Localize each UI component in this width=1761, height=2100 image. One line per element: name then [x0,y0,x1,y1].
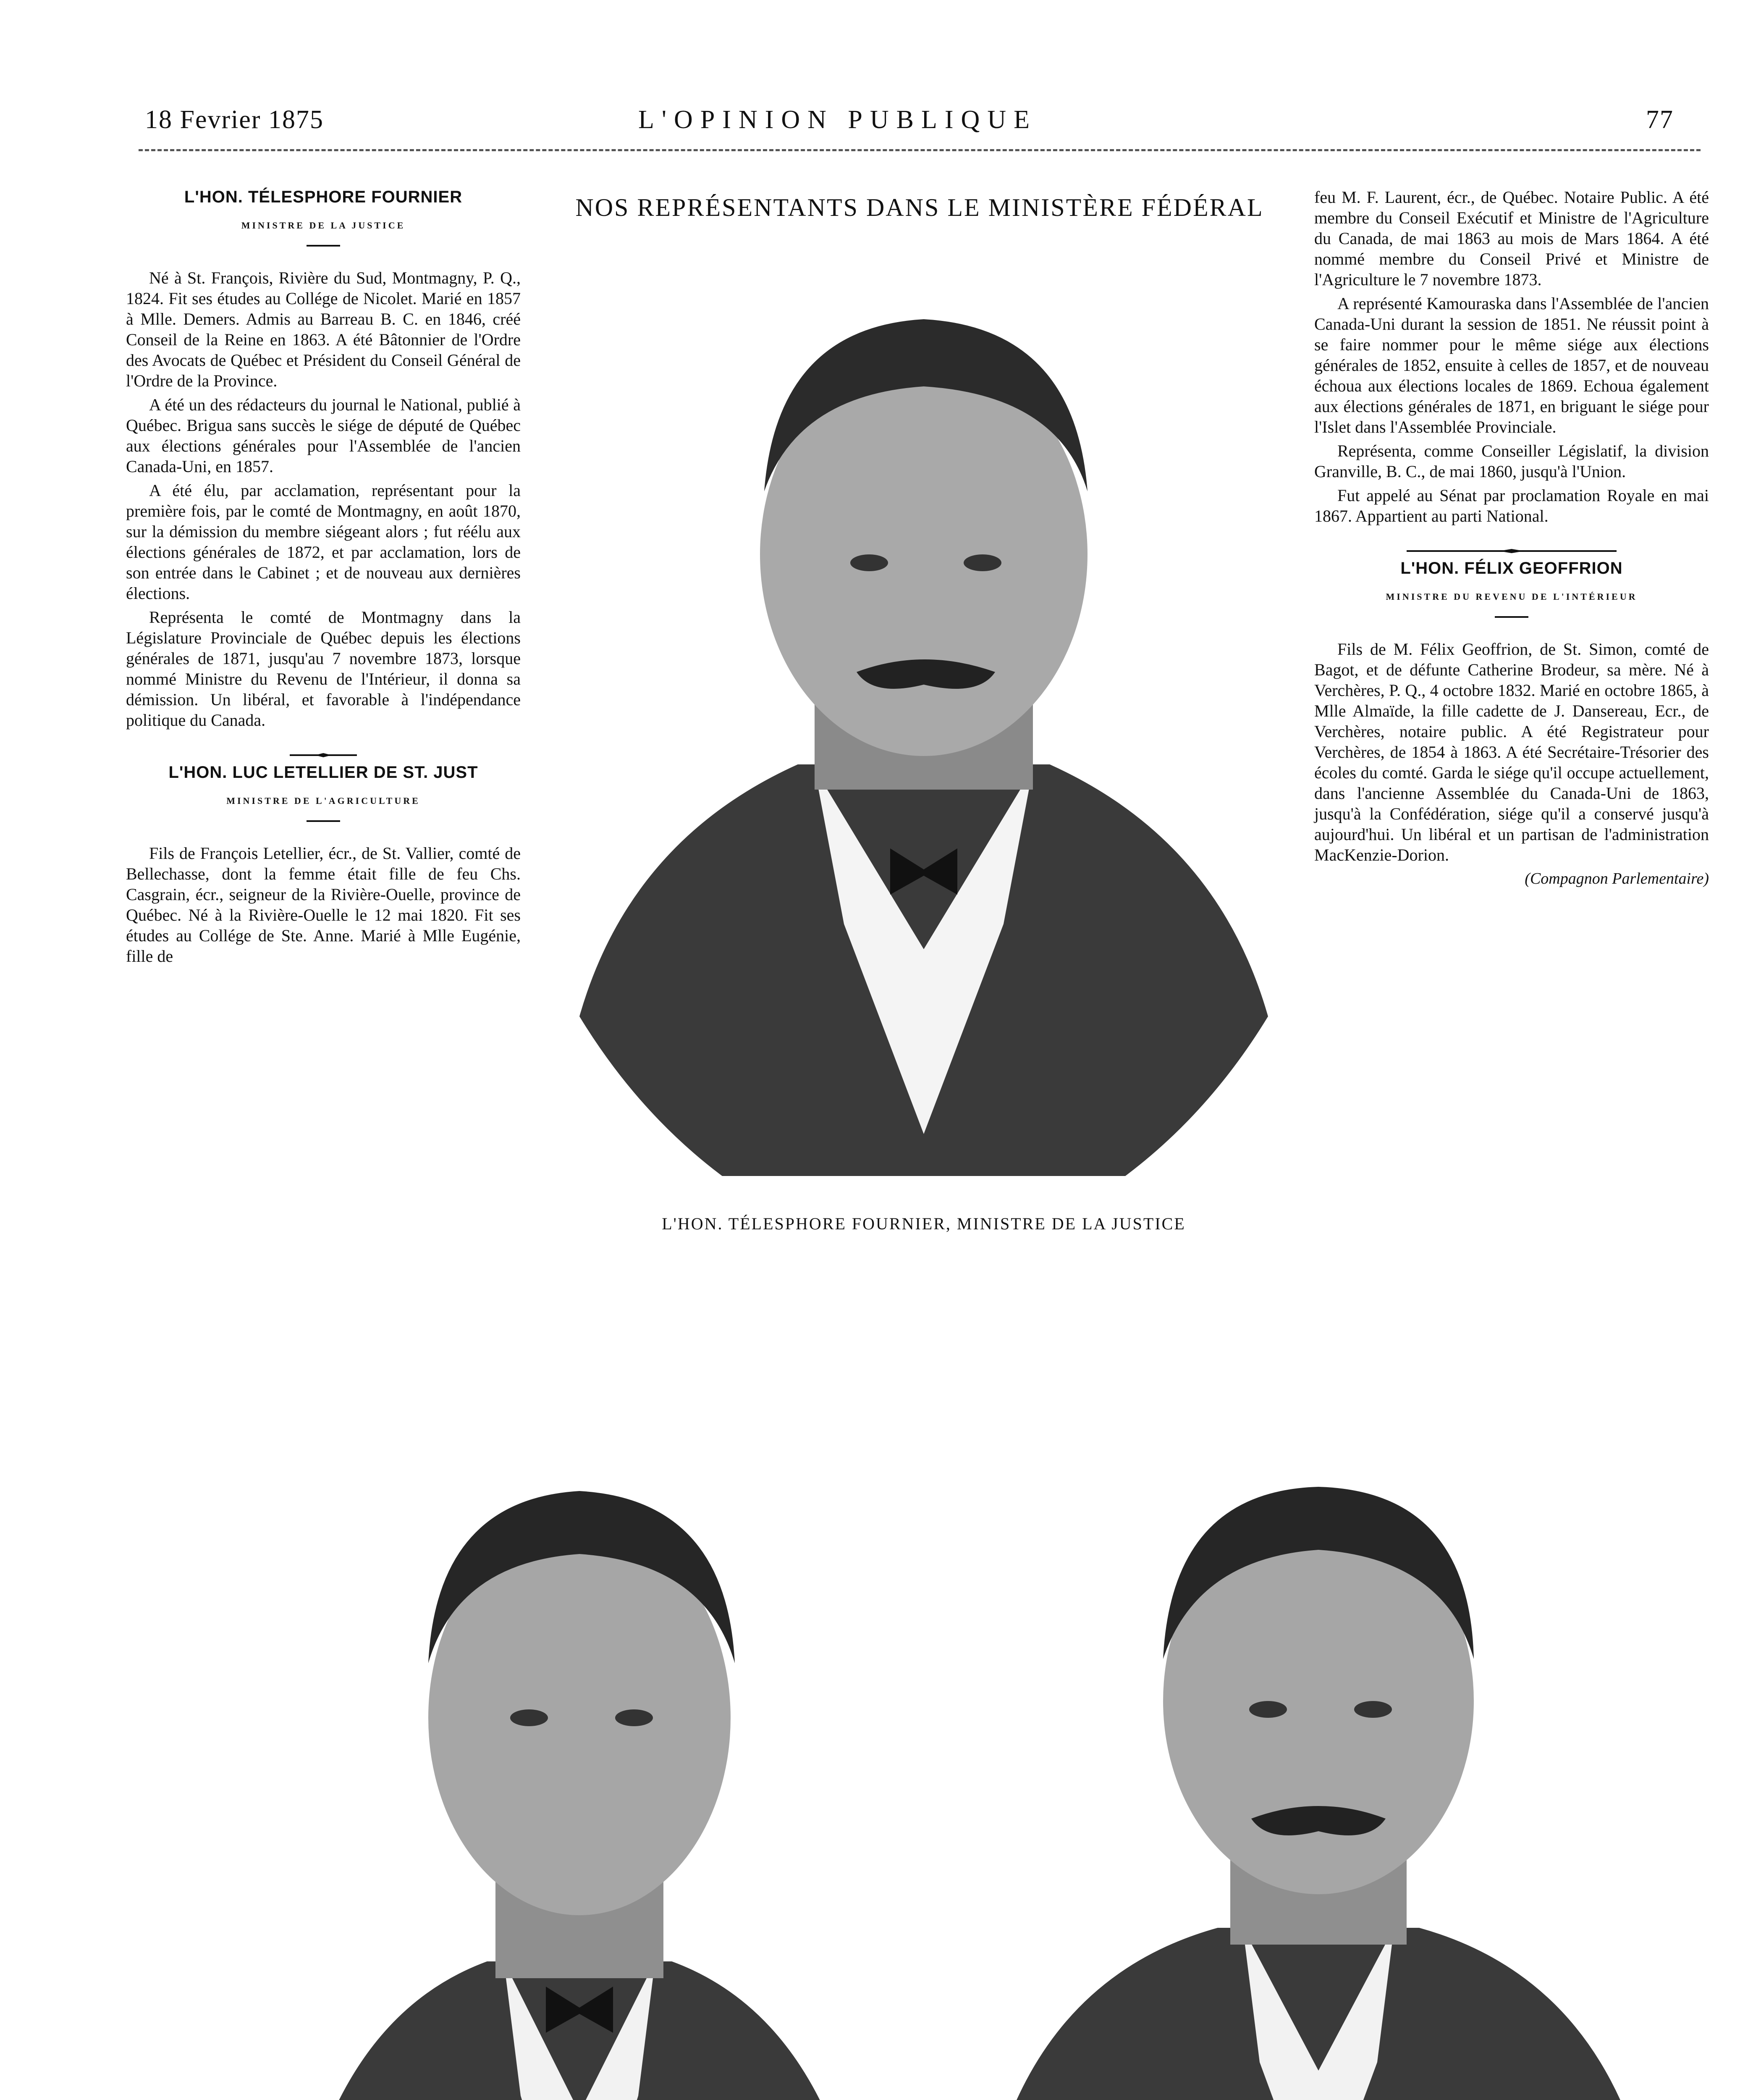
left-column [126,187,521,970]
letellier-paragraph: feu M. F. Laurent, écr., de Québec. Notaire Public. A été membre du Conseil Exécutif et Ministre de l'Agriculture du Canada, de mai 1863 au mois de Mars 1864. A été nommé membre du Conseil Privé et Ministre de l'Agriculture le 7 novembre 1873. [1314,188,1709,289]
engraved-portrait-icon [311,1483,848,2100]
right-column [1314,187,1709,889]
fournier-paragraph: A été un des rédacteurs du journal le National, publié à Québec. Brigua sans succès le siége de député de Québec aux élections générales pour l'Assemblée de l'ancien Canada-Uni, en 1857. [126,395,521,476]
caption-fournier: L'HON. TÉLESPHORE FOURNIER, MINISTRE DE LA JUSTICE [662,1214,1186,1233]
letellier-paragraph: Fut appelé au Sénat par proclamation Royale en mai 1867. Appartient au parti National. [1314,486,1709,525]
letellier-paragraph: Représenta, comme Conseiller Législatif, la division Granville, B. C., de mai 1860, jusqu'à l'Union. [1314,441,1709,481]
letellier-paragraph: Fils de François Letellier, écr., de St. Vallier, comté de Bellechasse, dont la femme était fille de feu Chs. Casgrain, écr., seigneur de la Rivière-Ouelle, province de Québec. Né à la Rivière-Ouelle le 12 mai 1820. Fit ses études au Collége de Ste. Anne. Marié à Mlle Eugénie, fille de [126,844,521,966]
portrait-fournier [579,294,1268,1176]
engraved-portrait-icon [1008,1483,1629,2100]
fournier-paragraph: Représenta le comté de Montmagny dans la Législature Provinciale de Québec depuis les élections générales de 1871, jusqu'au 7 novembre 1873, lorsque nommé Ministre du Revenu de l'Intérieur, il donna sa démission. Un libéral, et favorable à l'indépendance politique du Canada. [126,608,521,730]
ornament-divider [218,741,428,746]
divider [307,245,340,247]
masthead-rule [139,149,1701,151]
letellier-paragraph: A représenté Kamouraska dans l'Assemblée de l'ancien Canada-Uni durant la session de 1851. Ne réussit point à se faire nommer pour le même siége aux élections générales de 1852, ensuite à celles de 1857, et de nouveau échoua aux élections locales de 1869. Echoua également aux élections générales de 1871, en briguant le siége pour l'Islet dans l'Assemblée Provinciale. [1314,294,1709,436]
issue-date: 18 Fevrier 1875 [145,105,324,134]
attribution: (Compagnon Parlementaire) [1525,870,1709,887]
divider [1495,616,1528,618]
portrait-geoffrion [311,1483,848,2100]
divider [307,820,340,822]
geoffrion-subheading: MINISTRE DU REVENU DE L'INTÉRIEUR [1386,591,1638,602]
engraved-portrait-icon [579,294,1268,1176]
fournier-paragraph: A été élu, par acclamation, représentant pour la première fois, par le comté de Montmagny, en août 1870, sur la démission du membre siégeant alors ; fut réélu aux élections générales de 1872, et par acclamation, lors de son entrée dans le Cabinet ; et de nouveau aux dernières élections. [126,481,521,603]
fournier-paragraph: Né à St. François, Rivière du Sud, Montmagny, P. Q., 1824. Fit ses études au Collége de Nicolet. Marié en 1857 à Mlle. Demers. Admis au Barreau B. C. en 1846, créé Conseil de la Reine en 1863. A été Bâtonnier de l'Ordre des Avocats de Québec et Président du Conseil Général de l'Ordre de la Province. [126,268,521,390]
ornament-divider [1407,537,1617,541]
journal-title: L'OPINION PUBLIQUE [638,105,1037,134]
letellier-subheading: MINISTRE DE L'AGRICULTURE [226,795,420,806]
geoffrion-paragraph: Fils de M. Félix Geoffrion, de St. Simon, comté de Bagot, et de défunte Catherine Brodeur, sa mère. Né à Verchères, P. Q., 4 octobre 1832. Marié en octobre 1865, à Mlle Almaïde, la fille cadette de J. Dansereau, Ecr., de Verchères, notaire public. A été Registrateur pour Verchères, de 1854 à 1863. A été Secrétaire-Trésorier des écoles du comté. Garda le siége qu'il occupe actuellement, dans l'ancienne Assemblée du Canada-Uni de 1863, jusqu'à la Confédération, siége qu'il a conservé jusqu'à aujourd'hui. Un libéral et un partisan de l'administration MacKenzie-Dorion. [1314,640,1709,864]
page-number: 77 [1646,105,1674,134]
geoffrion-heading: L'HON. FÉLIX GEOFFRION [1400,559,1623,578]
portrait-letellier [1008,1483,1629,2100]
fournier-heading: L'HON. TÉLESPHORE FOURNIER [184,188,463,206]
letellier-heading: L'HON. LUC LETELLIER DE ST. JUST [168,763,478,782]
fournier-subheading: MINISTRE DE LA JUSTICE [241,220,406,231]
section-title: NOS REPRÉSENTANTS DANS LE MINISTÈRE FÉDÉRAL [575,194,1264,221]
